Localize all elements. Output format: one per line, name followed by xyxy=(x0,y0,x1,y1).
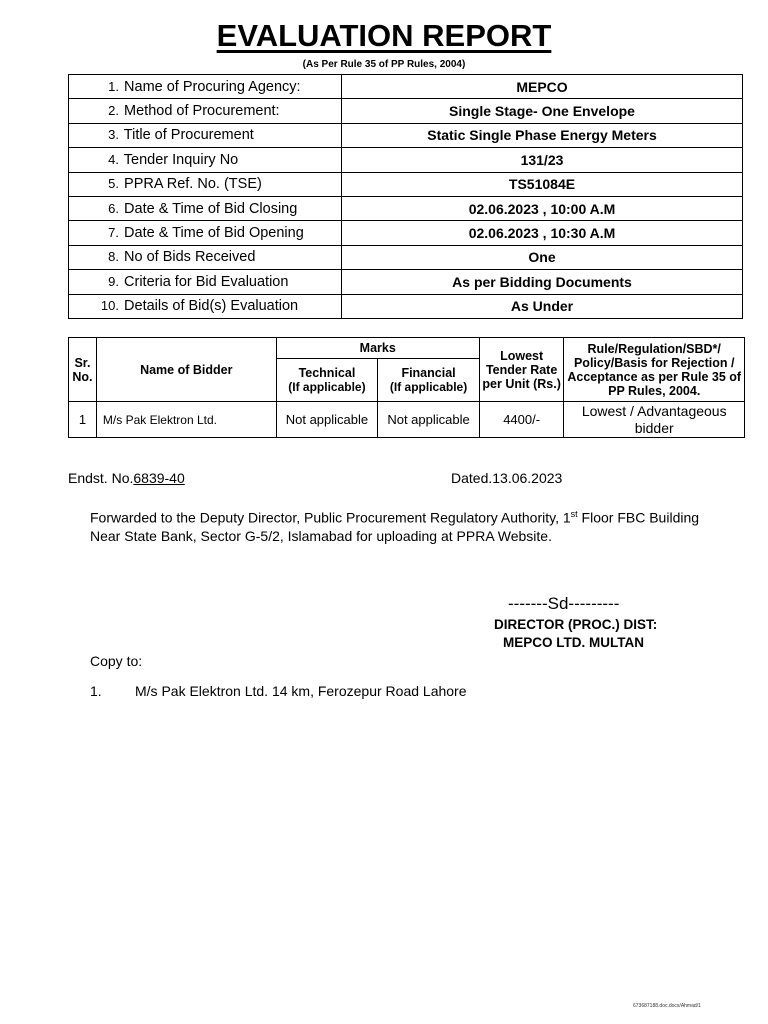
info-row-value: One xyxy=(342,245,743,269)
info-row-value: As per Bidding Documents xyxy=(342,270,743,294)
info-row-value: 02.06.2023 , 10:30 A.M xyxy=(342,221,743,245)
bid-technical-marks: Not applicable xyxy=(276,402,378,438)
copy-item-text: M/s Pak Elektron Ltd. 14 km, Ferozepur Road Lahore xyxy=(135,683,467,699)
info-row-number: 4. xyxy=(108,151,119,167)
info-row-label: Date & Time of Bid Closing xyxy=(124,200,298,217)
header-marks: Marks xyxy=(276,338,479,359)
info-label-cell xyxy=(69,270,342,294)
info-label-cell xyxy=(69,75,342,99)
info-row-number: 9. xyxy=(108,273,119,289)
bid-basis: Lowest / Advantageous bidder xyxy=(564,402,745,438)
signature-line-2: MEPCO LTD. MULTAN xyxy=(503,635,644,650)
info-row-label: Method of Procurement: xyxy=(124,103,280,120)
bid-financial-marks: Not applicable xyxy=(378,402,480,438)
signature-line-1: DIRECTOR (PROC.) DIST: xyxy=(494,617,658,632)
info-label-cell xyxy=(69,123,342,147)
header-technical: Technical (If applicable) xyxy=(276,359,378,402)
copy-to-label: Copy to: xyxy=(90,653,143,669)
endorsement-number: Endst. No.6839-40 xyxy=(68,470,185,486)
bid-evaluation-table xyxy=(68,337,745,438)
page-title: EVALUATION REPORT xyxy=(216,18,552,53)
info-row-number: 2. xyxy=(108,103,119,119)
info-row-label: Date & Time of Bid Opening xyxy=(124,225,304,242)
info-row-label: Criteria for Bid Evaluation xyxy=(124,273,289,290)
info-row xyxy=(69,172,743,196)
info-row xyxy=(69,245,743,269)
footer-file-ref: 673687188.doc.docx/Ahmad/1 xyxy=(633,1003,701,1009)
forwarding-paragraph: Forwarded to the Deputy Director, Public Procurement Regulatory Authority, 1st Floor FBC Building Near State Bank, Sector G-5/2, Islamabad for uploading at PPRA Website. xyxy=(90,509,700,544)
procurement-info-table xyxy=(68,74,743,319)
page-subtitle: (As Per Rule 35 of PP Rules, 2004) xyxy=(302,59,466,70)
info-row xyxy=(69,75,743,99)
header-financial: Financial (If applicable) xyxy=(378,359,480,402)
info-row-label: PPRA Ref. No. (TSE) xyxy=(124,176,262,193)
info-row-number: 6. xyxy=(108,200,119,216)
info-label-cell xyxy=(69,196,342,220)
info-row xyxy=(69,148,743,172)
info-row xyxy=(69,221,743,245)
copy-item-number: 1. xyxy=(90,683,102,699)
info-label-cell xyxy=(69,99,342,123)
info-row-label: Tender Inquiry No xyxy=(123,151,239,168)
endorsement-date: Dated.13.06.2023 xyxy=(451,470,563,486)
info-row-number: 8. xyxy=(108,249,119,265)
info-row-value: 131/23 xyxy=(342,148,743,172)
table-row xyxy=(69,402,745,438)
info-label-cell xyxy=(69,148,342,172)
info-row xyxy=(69,123,743,147)
info-row-value: MEPCO xyxy=(342,75,743,99)
bid-bidder-name: M/s Pak Elektron Ltd. xyxy=(96,402,276,438)
info-row xyxy=(69,270,743,294)
header-lowest-rate: Lowest Tender Rate per Unit (Rs.) xyxy=(479,338,564,402)
info-row xyxy=(69,294,743,318)
info-row-number: 10. xyxy=(100,298,119,314)
signature-sd: -------Sd--------- xyxy=(508,594,620,613)
info-row-label: No of Bids Received xyxy=(124,249,256,266)
bid-lowest-rate: 4400/- xyxy=(479,402,564,438)
bid-sr-no: 1 xyxy=(69,402,97,438)
info-row xyxy=(69,99,743,123)
info-row-value: Single Stage- One Envelope xyxy=(342,99,743,123)
info-row-number: 5. xyxy=(108,176,119,192)
info-row-label: Title of Procurement xyxy=(123,127,254,144)
header-rule-basis: Rule/Regulation/SBD*/ Policy/Basis for Rejection / Acceptance as per Rule 35 of PP Rules, 2004. xyxy=(564,338,745,402)
header-bidder: Name of Bidder xyxy=(96,338,276,402)
info-row-number: 7. xyxy=(108,225,119,241)
info-label-cell xyxy=(69,221,342,245)
info-row-value: TS51084E xyxy=(342,172,743,196)
info-row-label: Details of Bid(s) Evaluation xyxy=(124,298,299,315)
info-row-label: Name of Procuring Agency: xyxy=(124,78,301,95)
info-label-cell xyxy=(69,294,342,318)
info-row-value: 02.06.2023 , 10:00 A.M xyxy=(342,196,743,220)
info-label-cell xyxy=(69,245,342,269)
info-row-value: As Under xyxy=(342,294,743,318)
header-sr-no: Sr. No. xyxy=(69,338,97,402)
info-row-value: Static Single Phase Energy Meters xyxy=(342,123,743,147)
info-row xyxy=(69,196,743,220)
info-row-number: 3. xyxy=(108,127,119,143)
info-label-cell xyxy=(69,172,342,196)
info-row-number: 1. xyxy=(108,78,119,94)
